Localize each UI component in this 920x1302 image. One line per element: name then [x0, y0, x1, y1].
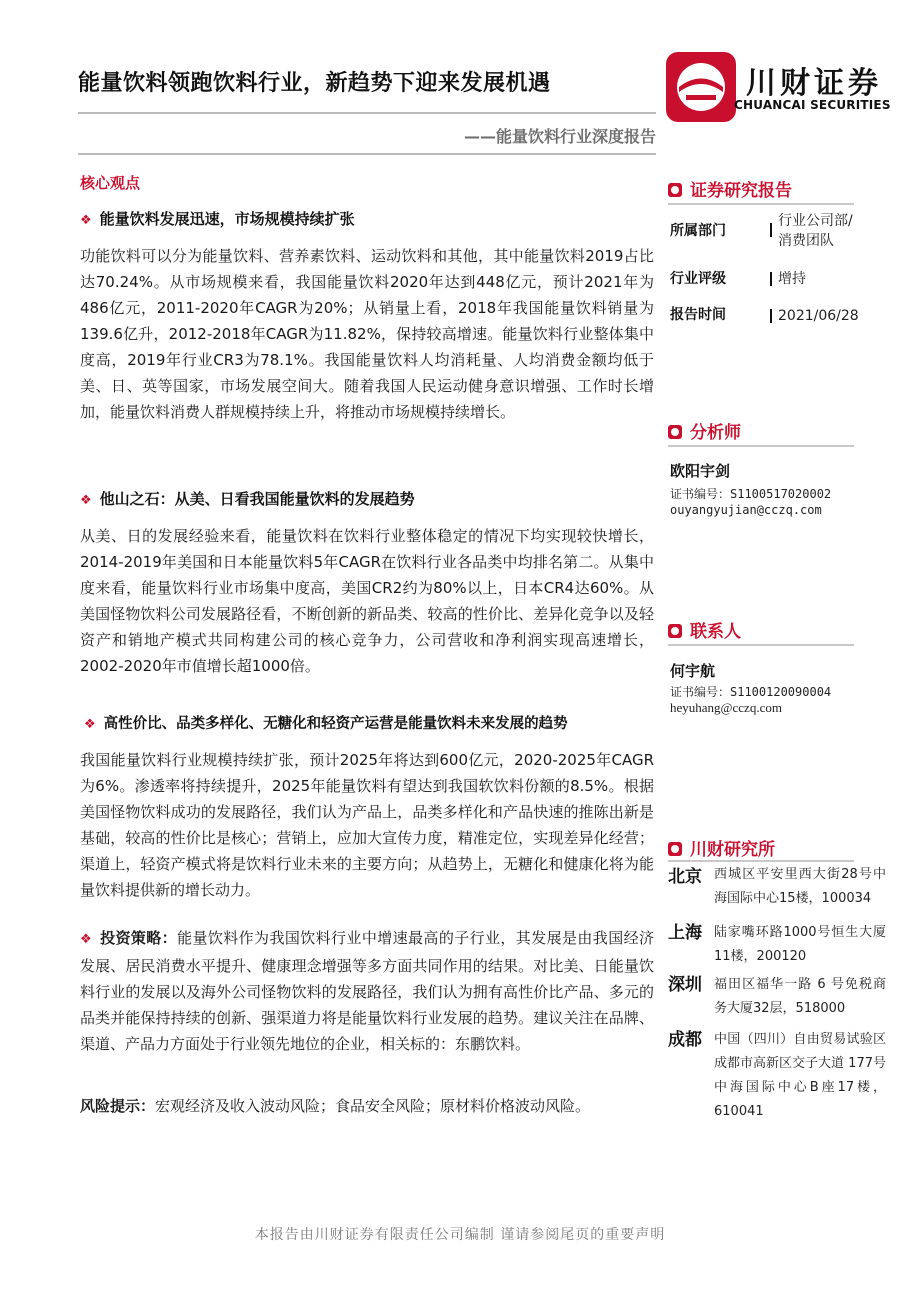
risk-label: 风险提示：: [80, 1097, 156, 1115]
date-label: 报告时间: [670, 307, 726, 323]
section-marker-icon: [668, 425, 682, 439]
analyst-email: ouyangyujian@cczq.com: [670, 503, 822, 517]
investment-strategy: [80, 925, 654, 1057]
analyst-name: 欧阳宇剑: [670, 462, 731, 480]
section-marker-icon: [668, 183, 682, 197]
core-viewpoints-label: 核心观点: [80, 174, 141, 192]
footer-disclaimer: 本报告由川财证券有限责任公司编制 谨请参阅尾页的重要声明: [254, 1227, 666, 1243]
date-value: 2021/06/28: [778, 308, 859, 324]
strategy-label: 投资策略：: [100, 929, 178, 947]
office-city: 深圳: [668, 975, 702, 995]
logo-chinese-name: 川财证券: [746, 66, 882, 101]
section-body: 从美、日的发展经验来看，能量饮料在饮料行业整体稳定的情况下均实现较快增长，2014-2019年美国和日本能量饮料5年CAGR在饮料行业各品类中均排名第二。从集中度来看，能量饮料行业市场集中度高，美国CR2约为80%以上，日本CR4达60%。从美国怪物饮料公司发展路径看，不断创新的新品类、较高的性价比、差异化竞争以及轻资产和销地产模式共同构建公司的核心竞争力，公司营收和净利润实现高速增长，2002-2020年市值增长超1000倍。: [80, 527, 654, 675]
contact-heading-text: 联系人: [690, 622, 741, 642]
office-address: 福田区福华一路 6 号免税商务大厦32层，518000: [714, 977, 886, 1016]
office-city: 成都: [668, 1030, 702, 1050]
risk-warning: [80, 1093, 654, 1119]
info-separator: [770, 223, 772, 237]
dept-label: 所属部门: [670, 223, 726, 239]
section-body: 功能饮料可以分为能量饮料、营养素饮料、运动饮料和其他，其中能量饮料2019占比达70.24%。从市场规模来看，我国能量饮料2020年达到448亿元，预计2021年为486亿元，2011-2020年CAGR为20%；从销量上看，2018年我国能量饮料销量为139.6亿升，2012-2018年CAGR为11.82%，保持较高增速。能量饮料行业整体集中度高，2019年行业CR3为78.1%。我国能量饮料人均消耗量、人均消费金额均低于美、日、英等国家，市场发展空间大。随着我国人民运动健身意识增强、工作时长增加，能量饮料消费人群规模持续上升，将推动市场规模持续增长。: [80, 247, 654, 421]
contact-heading: [668, 617, 741, 642]
diamond-bullet-icon: ❖: [80, 932, 93, 947]
office-city: 上海: [668, 923, 702, 943]
research-report-heading-text: 证券研究报告: [690, 181, 792, 201]
section-heading: [84, 712, 568, 733]
diamond-bullet-icon: ❖: [84, 717, 96, 732]
section-heading-text: 能量饮料发展迅速，市场规模持续扩张: [99, 210, 355, 228]
info-separator: [770, 309, 772, 323]
section-marker-icon: [668, 842, 682, 856]
section-heading-text: 高性价比、品类多样化、无糖化和轻资产运营是能量饮料未来发展的趋势: [103, 716, 568, 732]
contact-email: heyuhang@cczq.com: [670, 700, 782, 715]
institute-heading-text: 川财研究所: [690, 840, 775, 860]
report-subtitle: ——能量饮料行业深度报告: [463, 127, 656, 146]
strategy-body: 能量饮料作为我国饮料行业中增速最高的子行业，其发展是由我国经济发展、居民消费水平提升、健康理念增强等多方面共同作用的结果。对比美、日能量饮料行业的发展以及海外公司怪物饮料的发展路径，我们认为拥有高性价比产品、多元的品类并能保持持续的创新、强渠道力将是能量饮料行业发展的趋势。建议关注在品牌、渠道、产品力方面处于行业领先地位的企业，相关标的：东鹏饮料。: [80, 929, 654, 1053]
chuancai-logo-icon: [666, 52, 736, 122]
rating-label: 行业评级: [670, 271, 726, 287]
sidebar-divider: [668, 203, 854, 205]
section-heading: [80, 208, 355, 229]
rating-value: 增持: [778, 271, 806, 287]
institute-heading: [668, 835, 775, 860]
header-divider-bottom: [78, 153, 656, 155]
office-address: 中国（四川）自由贸易试验区成都市高新区交子大道 177号中海国际中心B座17楼，610041: [714, 1032, 886, 1119]
contact-cert: 证书编号：S1100120090004: [670, 685, 832, 699]
analyst-heading-text: 分析师: [690, 423, 741, 443]
sidebar-divider: [668, 445, 854, 447]
info-separator: [770, 272, 772, 286]
dept-value: 行业公司部/消费团队: [778, 213, 853, 249]
header-divider-top: [78, 112, 656, 114]
section-body: 我国能量饮料行业规模持续扩张，预计2025年将达到600亿元，2020-2025年CAGR为6%。渗透率将持续提升，2025年能量饮料有望达到我国软饮料份额的8.5%。根据美国怪物饮料成功的发展路径，我们认为产品上，品类多样化和产品快速的推陈出新是基础，较高的性价比是核心；营销上，应加大宣传力度，精准定位，实现差异化经营；渠道上，轻资产模式将是饮料行业未来的主要方向；从趋势上，无糖化和健康化将为能量饮料提供新的增长动力。: [80, 751, 654, 899]
report-title: 能量饮料领跑饮料行业，新趋势下迎来发展机遇: [78, 71, 551, 96]
office-address: 西城区平安里西大街28号中海国际中心15楼，100034: [714, 867, 886, 906]
section-marker-icon: [668, 624, 682, 638]
risk-body: 宏观经济及收入波动风险；食品安全风险；原材料价格波动风险。: [155, 1097, 591, 1115]
section-heading-text: 他山之石：从美、日看我国能量饮料的发展趋势: [99, 490, 415, 508]
office-address: 陆家嘴环路1000号恒生大厦11楼，200120: [714, 925, 886, 964]
section-heading: [80, 488, 415, 509]
contact-name: 何宇航: [670, 662, 716, 680]
logo-english-name: CHUANCAI SECURITIES: [734, 98, 891, 112]
diamond-bullet-icon: ❖: [80, 493, 92, 508]
analyst-cert: 证书编号：S1100517020002: [670, 487, 832, 501]
sidebar-divider: [668, 644, 854, 646]
analyst-heading: [668, 418, 741, 443]
office-city: 北京: [668, 867, 702, 887]
diamond-bullet-icon: ❖: [80, 213, 92, 228]
research-report-heading: [668, 176, 792, 201]
